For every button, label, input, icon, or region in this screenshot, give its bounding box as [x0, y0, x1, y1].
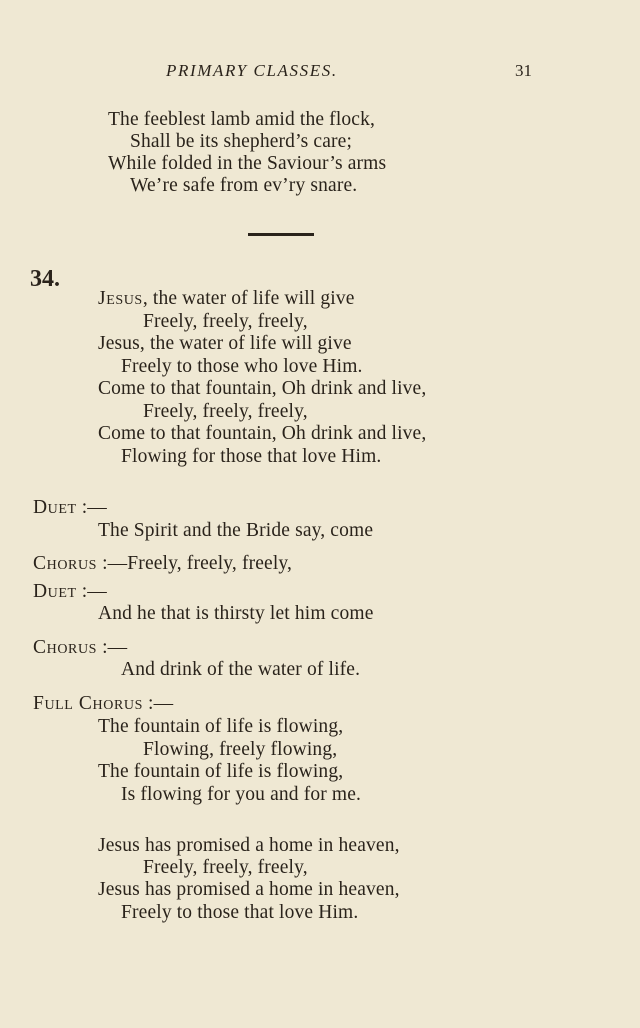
last-stanza-line-4: Freely to those that love Him.: [121, 902, 359, 923]
duet-2-text: And he that is thirsty let him come: [98, 603, 374, 624]
running-header-title: PRIMARY CLASSES.: [166, 61, 338, 80]
duet-2-separator: :—: [76, 581, 107, 602]
prev-stanza-line-4: We’re safe from ev’ry snare.: [130, 175, 358, 196]
chorus-2-separator: :—: [97, 637, 128, 658]
verse1-line-1-rest: , the water of life will give: [142, 288, 355, 309]
chorus-2-label-line: [33, 637, 127, 659]
duet-2-label: Duet: [33, 581, 77, 602]
chorus-1-line: [33, 553, 292, 575]
duet-2-label-line: [33, 581, 107, 603]
chorus-1-label: Chorus: [33, 553, 98, 574]
verse1-line-7: Come to that fountain, Oh drink and live,: [98, 423, 427, 444]
full-chorus-label: Full Chorus: [33, 693, 143, 714]
duet-1-text: The Spirit and the Bride say, come: [98, 520, 374, 541]
full-chorus-line-4: Is flowing for you and for me.: [121, 784, 362, 805]
prev-stanza-line-3: While folded in the Saviour’s arms: [108, 153, 387, 174]
last-stanza-line-3: Jesus has promised a home in heaven,: [98, 879, 400, 900]
verse1-line-6: Freely, freely, freely,: [143, 401, 308, 422]
duet-1-label: Duet: [33, 497, 77, 518]
verse1-line-5: Come to that fountain, Oh drink and live,: [98, 378, 427, 399]
chorus-2-text: And drink of the water of life.: [121, 659, 361, 680]
prev-stanza-line-1: The feeblest lamb amid the flock,: [108, 109, 376, 130]
prev-stanza-line-2: Shall be its shepherd’s care;: [130, 131, 353, 152]
verse1-line-3: Jesus, the water of life will give: [98, 333, 352, 354]
section-divider-rule: [248, 233, 314, 236]
full-chorus-line-2: Flowing, freely flowing,: [143, 739, 338, 760]
full-chorus-label-line: [33, 693, 173, 715]
chorus-2-label: Chorus: [33, 637, 98, 658]
last-stanza-line-1: Jesus has promised a home in heaven,: [98, 835, 400, 856]
verse1-line-2: Freely, freely, freely,: [143, 311, 308, 332]
chorus-1-text: :—Freely, freely, freely,: [97, 553, 293, 574]
verse1-line-1: [98, 288, 355, 310]
full-chorus-separator: :—: [143, 693, 174, 714]
page-number: 31: [515, 61, 532, 80]
hymn-number: 34.: [30, 266, 60, 292]
verse1-line-8: Flowing for those that love Him.: [121, 446, 382, 467]
last-stanza-line-2: Freely, freely, freely,: [143, 857, 308, 878]
duet-1-label-line: [33, 497, 107, 519]
full-chorus-line-3: The fountain of life is flowing,: [98, 761, 344, 782]
verse1-first-word: Jesus: [98, 288, 143, 309]
duet-1-separator: :—: [76, 497, 107, 518]
verse1-line-4: Freely to those who love Him.: [121, 356, 363, 377]
full-chorus-line-1: The fountain of life is flowing,: [98, 716, 344, 737]
